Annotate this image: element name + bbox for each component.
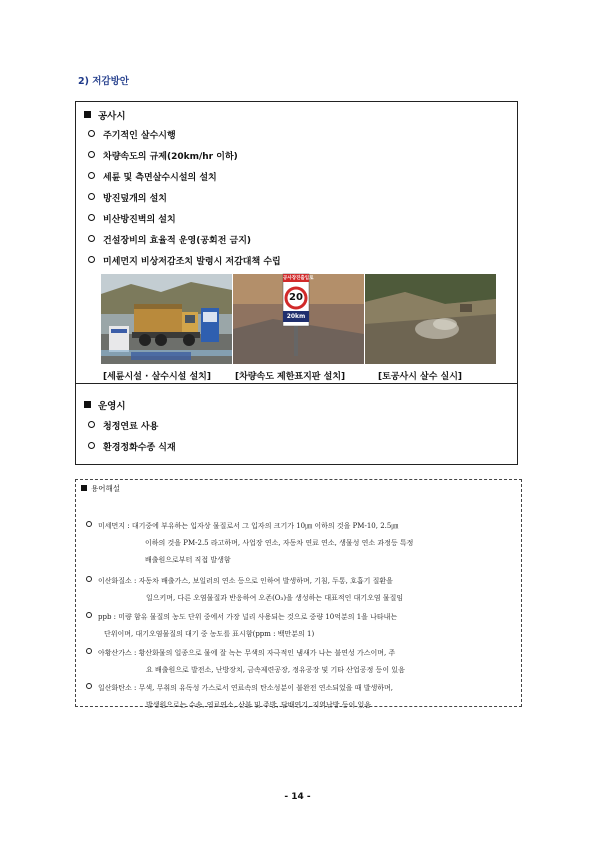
photo-caption: [토공사시 살수 실시] xyxy=(378,372,463,382)
glossary-line: 미세먼지 : 대기중에 부유하는 입자상 물질로서 그 입자의 크기가 10㎛ 이하의 것을 PM-10, 2.5㎛ xyxy=(86,521,398,531)
photo-speed-sign xyxy=(233,274,364,364)
list-item: 청정연료 사용 xyxy=(88,419,158,432)
square-bullet-icon xyxy=(84,401,91,408)
glossary-header: 용어해설 xyxy=(81,483,120,494)
list-item: 세륜 및 측면살수시설의 설치 xyxy=(88,170,217,183)
construction-header: 공사시 xyxy=(84,108,126,122)
glossary-line: 일으키며, 다른 오염물질과 반응하여 오존(O₃)을 생성하는 대표적인 대기오염 물질임 xyxy=(146,594,404,602)
glossary-line: 배출원으로부터 직접 발생함 xyxy=(145,556,231,564)
glossary-line: ppb : 미량 함유 물질의 농도 단위 중에서 가장 널리 사용되는 것으로 중량 10억분의 1을 나타내는 xyxy=(86,612,397,622)
square-bullet-icon xyxy=(81,485,87,491)
sign-number: 20 xyxy=(289,292,303,303)
circle-bullet-icon xyxy=(86,648,92,654)
list-item: 건설장비의 효율적 운영(공회전 금지) xyxy=(88,233,251,246)
glossary-line: 일산화탄소 : 무색, 무취의 유독성 가스로서 연료속의 탄소성분이 불완전 연소되었을 때 발생하며, xyxy=(86,683,393,693)
glossary-box xyxy=(75,479,522,707)
sign-top-text: 공사장진출입로 xyxy=(283,276,314,281)
section-title: 2) 저감방안 xyxy=(78,76,129,87)
list-item: 비산방진벽의 설치 xyxy=(88,212,176,225)
list-item: 환경정화수종 식재 xyxy=(88,440,176,453)
circle-bullet-icon xyxy=(88,256,95,263)
circle-bullet-icon xyxy=(86,521,92,527)
circle-bullet-icon xyxy=(88,235,95,242)
circle-bullet-icon xyxy=(86,612,92,618)
circle-bullet-icon xyxy=(88,421,95,428)
glossary-line: 요 배출원으로 발전소, 난방장치, 금속제련공장, 정유공장 및 기타 산업공정 등이 있음 xyxy=(146,666,405,674)
construction-box xyxy=(75,101,518,384)
list-item: 주기적인 살수시행 xyxy=(88,128,176,141)
operation-header: 운영시 xyxy=(84,398,126,412)
circle-bullet-icon xyxy=(88,151,95,158)
circle-bullet-icon xyxy=(88,130,95,137)
photo-earthwork-watering xyxy=(365,274,496,364)
photo-caption: [차량속도 제한표지판 설치] xyxy=(235,372,346,382)
circle-bullet-icon xyxy=(88,193,95,200)
page-number: - 14 - xyxy=(284,792,311,802)
square-bullet-icon xyxy=(84,111,91,118)
glossary-line: 단위이며, 대기오염물질의 대기 중 농도를 표시함(ppm : 백만분의 1) xyxy=(104,630,315,638)
photo-wash-facility xyxy=(101,274,232,364)
circle-bullet-icon xyxy=(88,214,95,221)
circle-bullet-icon xyxy=(86,576,92,582)
glossary-line: 이하의 것을 PM-2.5 라고하며, 사업장 연소, 자동차 연료 연소, 생물성 연소 과정등 특정 xyxy=(145,539,414,547)
list-item: 미세먼지 비상저감조치 발령시 저감대책 수립 xyxy=(88,254,281,267)
circle-bullet-icon xyxy=(88,442,95,449)
list-item: 방진덮개의 설치 xyxy=(88,191,167,204)
glossary-line: 이산화질소 : 자동차 배출가스, 보일러의 연소 등으로 인하여 발생하며, 기침, 두통, 호흡기 질환을 xyxy=(86,576,393,586)
list-item: 차량속도의 규제(20km/hr 이하) xyxy=(88,149,238,162)
photo-caption: [세륜시설 · 살수시설 설치] xyxy=(103,372,211,382)
glossary-line: 발생원으로는 수송, 연료연소, 산불 및 주방, 담배연기, 지역난방 등이 있음 xyxy=(146,701,372,709)
circle-bullet-icon xyxy=(88,172,95,179)
operation-box xyxy=(75,383,518,465)
sign-unit: 20km xyxy=(286,313,306,320)
glossary-line: 아황산가스 : 황산화물의 일종으로 물에 잘 녹는 무색의 자극적인 냄새가 나는 불연성 가스이며, 주 xyxy=(86,648,395,658)
circle-bullet-icon xyxy=(86,683,92,689)
